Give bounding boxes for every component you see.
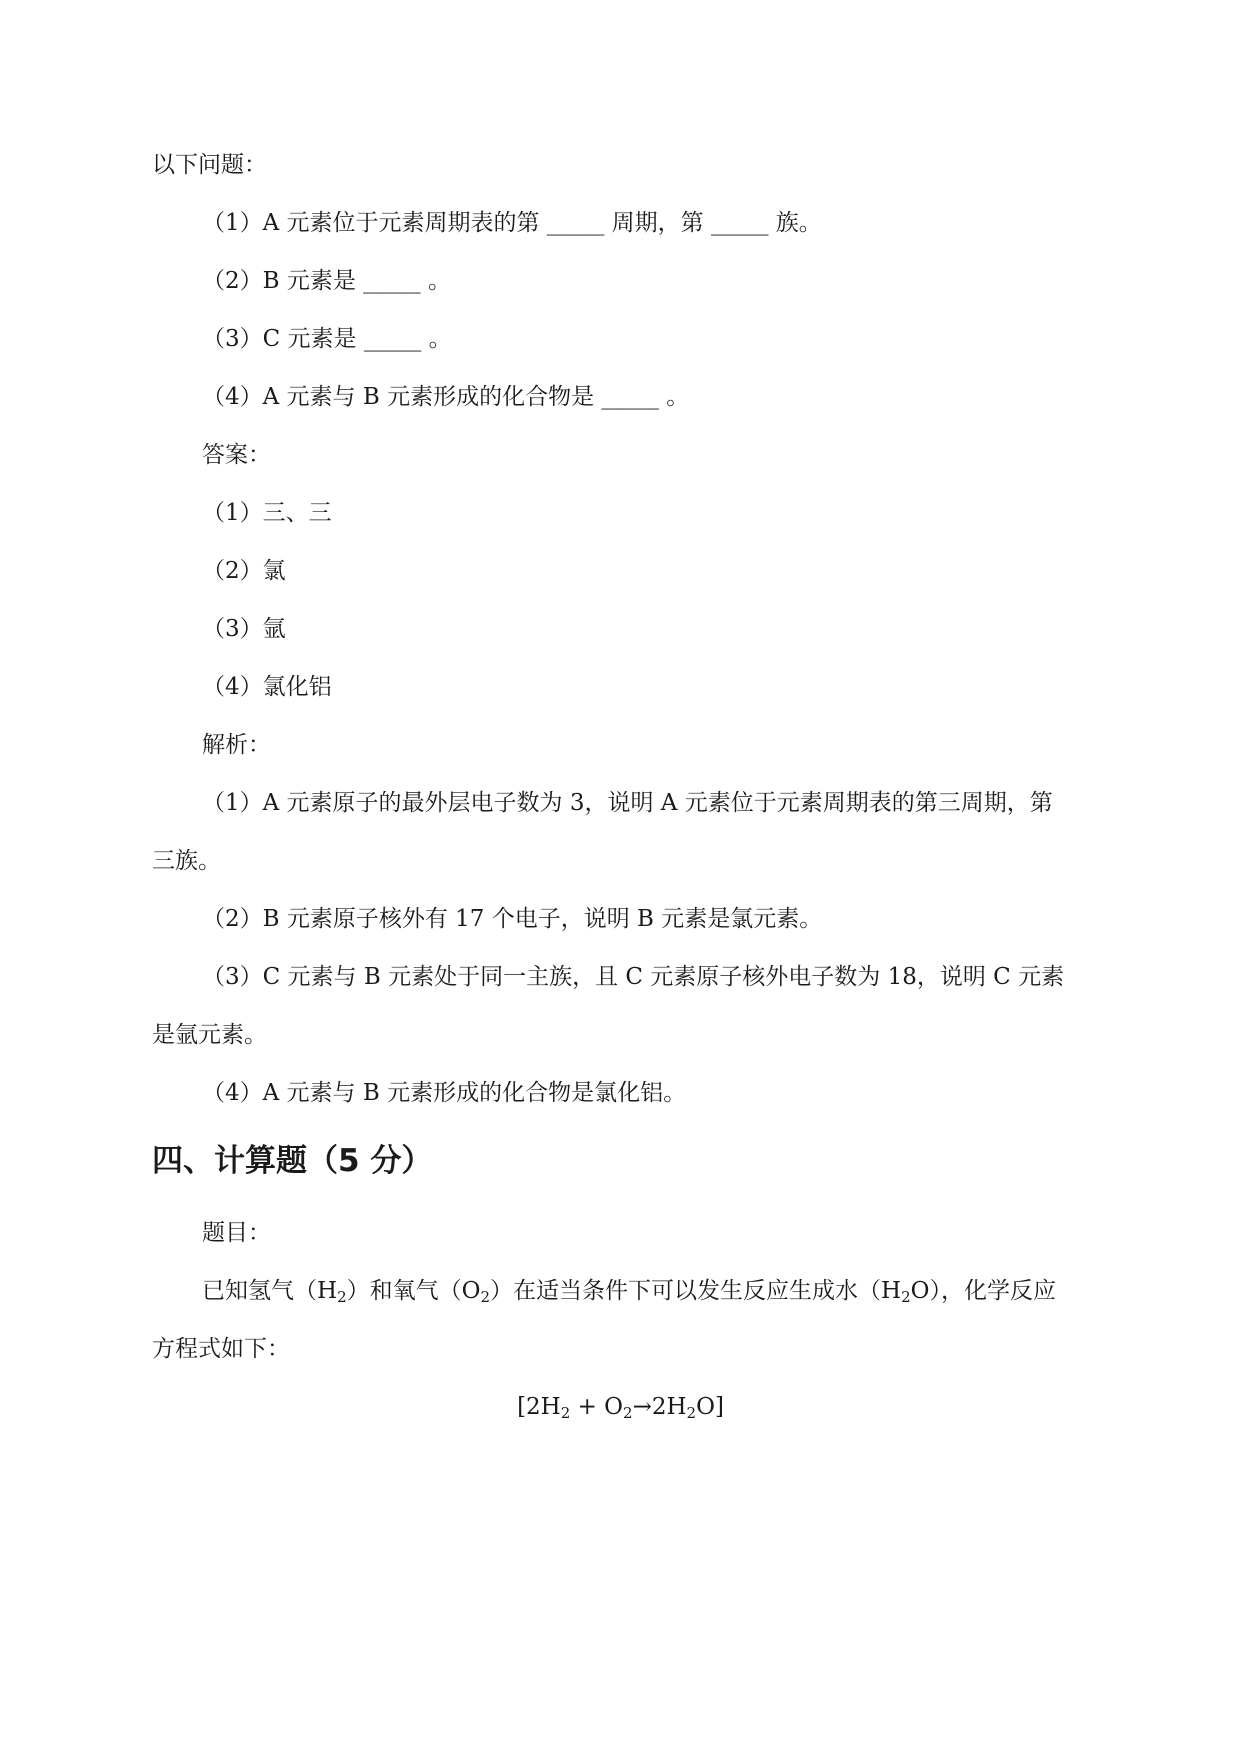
analysis-3: （3）C 元素与 B 元素处于同一主族，且 C 元素原子核外电子数为 18，说明 C 元素 — [202, 964, 1065, 990]
question-2: （2）B 元素是 _____ 。 — [202, 268, 451, 294]
question-1: （1）A 元素位于元素周期表的第 _____ 周期，第 _____ 族。 — [202, 210, 822, 236]
answer-4: （4）氯化铝 — [202, 674, 332, 700]
answer-1: （1）三、三 — [202, 500, 332, 526]
answer-2: （2）氯 — [202, 558, 286, 584]
answer-label: 答案： — [202, 442, 271, 468]
analysis-2: （2）B 元素原子核外有 17 个电子，说明 B 元素是氯元素。 — [202, 906, 823, 932]
chemical-equation: $[2H_2 + O_2\to 2H_2O]$ — [517, 1394, 724, 1422]
problem-statement-cont: 方程式如下： — [152, 1336, 290, 1362]
problem-statement: 已知氢气$(H_2)$和氧气$(O_2)$在适当条件下可以发生反应生成水$(H_2O)$，化学反应 — [202, 1278, 1056, 1306]
question-4: （4）A 元素与 B 元素形成的化合物是 _____ 。 — [202, 384, 690, 410]
analysis-label: 解析： — [202, 732, 271, 758]
analysis-1-cont: 三族。 — [152, 848, 221, 874]
analysis-1: （1）A 元素原子的最外层电子数为 3，说明 A 元素位于元素周期表的第三周期，第 — [202, 790, 1053, 816]
section-heading: 四、计算题（5 分） — [152, 1143, 433, 1179]
analysis-3-cont: 是氩元素。 — [152, 1022, 267, 1048]
text-line: 以下问题： — [152, 152, 267, 178]
answer-3: （3）氩 — [202, 616, 286, 642]
question-3: （3）C 元素是 _____ 。 — [202, 326, 452, 352]
analysis-4: （4）A 元素与 B 元素形成的化合物是氯化铝。 — [202, 1080, 687, 1106]
problem-label: 题目： — [202, 1220, 271, 1246]
